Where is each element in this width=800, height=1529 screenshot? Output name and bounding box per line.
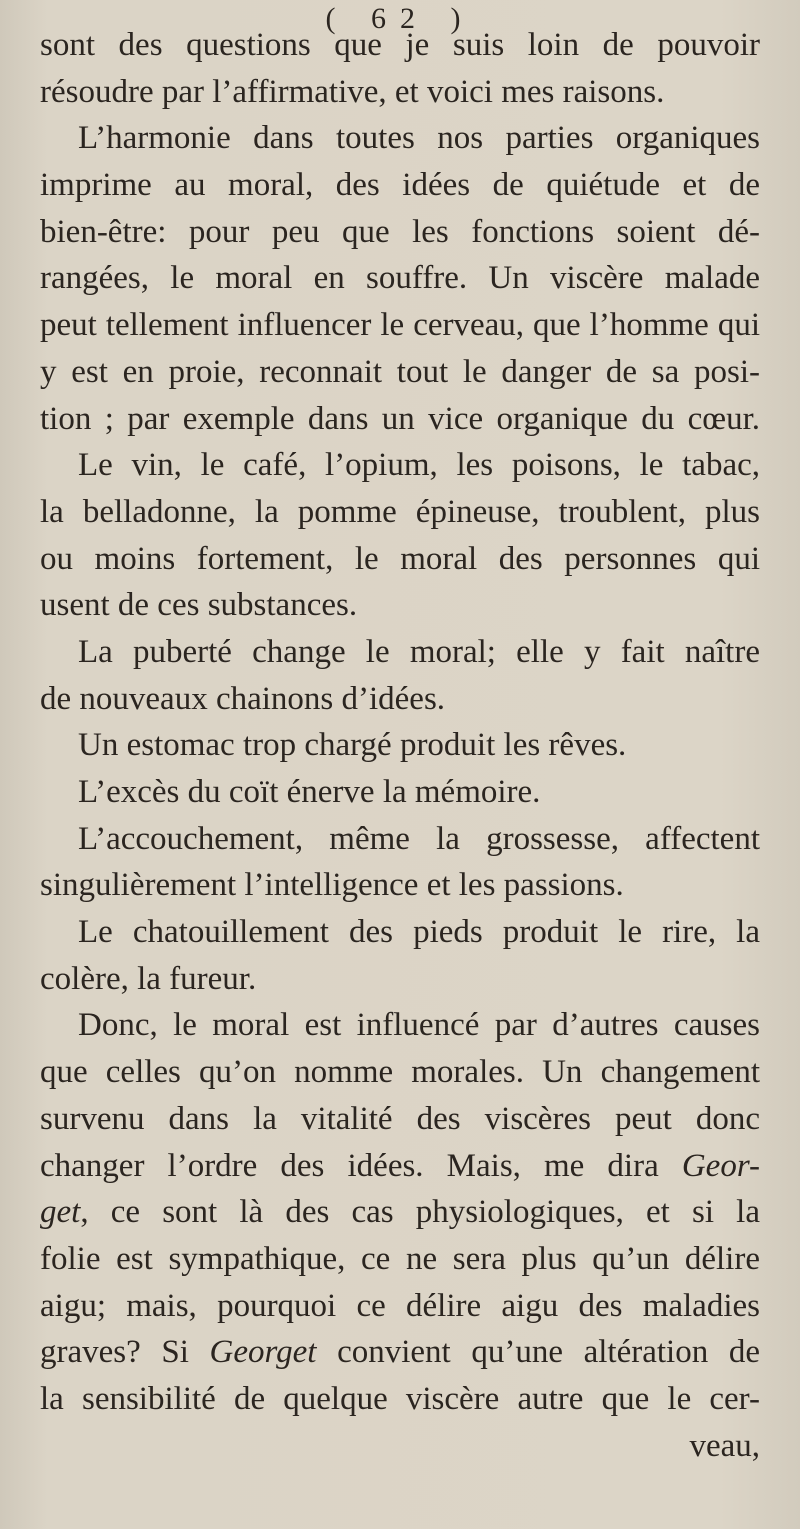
line-text: sont des questions que je suis loin de pouvoir: [40, 27, 760, 63]
line-text: aigu; mais, pourquoi ce délire aigu des maladies: [40, 1287, 760, 1324]
text-line: [40, 536, 760, 583]
line-text: singulièrement l’intelligence et les passions.: [40, 867, 624, 904]
text-line: [40, 582, 760, 629]
italic-name: Georget: [209, 1334, 317, 1371]
line-text: La puberté change le moral; elle y fait naître: [78, 633, 760, 670]
line-text: survenu dans la vitalité des viscères peut donc: [40, 1100, 760, 1137]
line-text: usent de ces substances.: [40, 587, 358, 624]
italic-name: Geor-: [681, 1147, 760, 1184]
line-text: tion ; par exemple dans un vice organique du cœur.: [40, 400, 760, 437]
line-text: graves? Si: [40, 1334, 210, 1371]
text-line: [40, 209, 760, 256]
line-text: convient qu’une altération de: [316, 1334, 760, 1371]
text-line: [40, 676, 760, 723]
line-text: ou moins fortement, le moral des personnes qui: [40, 540, 760, 577]
text-line: [40, 115, 760, 162]
text-line: [40, 816, 760, 863]
text-line: [40, 162, 760, 209]
text-line: [40, 1002, 760, 1049]
text-line: [40, 1189, 760, 1236]
line-text: Le chatouillement des pieds produit le rire, la: [78, 914, 760, 951]
text-line: [40, 862, 760, 909]
line-text: Un estomac trop chargé produit les rêves.: [78, 727, 627, 764]
text-line: [40, 909, 760, 956]
line-text: que celles qu’on nomme morales. Un changement: [40, 1054, 760, 1091]
text-line: [40, 1049, 760, 1096]
text-line: [40, 1143, 760, 1190]
body-text: [40, 22, 760, 1469]
line-text: résoudre par l’affirmative, et voici mes raisons.: [40, 73, 665, 110]
line-text: imprime au moral, des idées de quiétude et de: [40, 167, 760, 204]
text-line: [40, 255, 760, 302]
line-text: la sensibilité de quelque viscère autre que le cer-: [40, 1380, 760, 1417]
line-text: colère, la fureur.: [40, 960, 257, 997]
text-line: [40, 349, 760, 396]
line-text: bien-être: pour peu que les fonctions soient dé-: [40, 213, 760, 250]
text-line: [40, 1376, 760, 1423]
text-line: [40, 1283, 760, 1330]
text-line: [40, 1423, 760, 1470]
line-text: la belladonne, la pomme épineuse, troublent, plus: [40, 493, 760, 530]
line-text: L’harmonie dans toutes nos parties organiques: [78, 120, 760, 157]
text-line: [40, 769, 760, 816]
line-text: de nouveaux chainons d’idées.: [40, 680, 446, 717]
text-line: [40, 69, 760, 116]
text-line: [40, 722, 760, 769]
text-line: [40, 956, 760, 1003]
line-text: veau,: [689, 1427, 760, 1464]
line-text: Donc, le moral est influencé par d’autres causes: [78, 1007, 760, 1044]
text-line: [40, 1329, 760, 1376]
line-text: L’accouchement, même la grossesse, affectent: [78, 820, 760, 857]
italic-name: get: [40, 1194, 81, 1231]
text-line: [40, 629, 760, 676]
text-line: [40, 22, 760, 69]
line-text: L’excès du coït énerve la mémoire.: [78, 774, 541, 810]
text-line: [40, 302, 760, 349]
page-number: ( 62 ): [325, 2, 475, 35]
text-line: [40, 1236, 760, 1283]
line-text: peut tellement influencer le cerveau, que l’homme qui: [40, 307, 760, 344]
text-line: [40, 396, 760, 443]
line-text: , ce sont là des cas physiologiques, et si la: [80, 1194, 760, 1231]
text-line: [40, 489, 760, 536]
line-text: changer l’ordre des idées. Mais, me dira: [40, 1147, 682, 1184]
text-line: [40, 442, 760, 489]
line-text: y est en proie, reconnait tout le danger de sa posi-: [40, 353, 760, 390]
line-text: folie est sympathique, ce ne sera plus qu’un délire: [40, 1240, 760, 1277]
text-line: [40, 1096, 760, 1143]
line-text: rangées, le moral en souffre. Un viscère malade: [40, 260, 760, 297]
line-text: Le vin, le café, l’opium, les poisons, le tabac,: [78, 447, 760, 484]
